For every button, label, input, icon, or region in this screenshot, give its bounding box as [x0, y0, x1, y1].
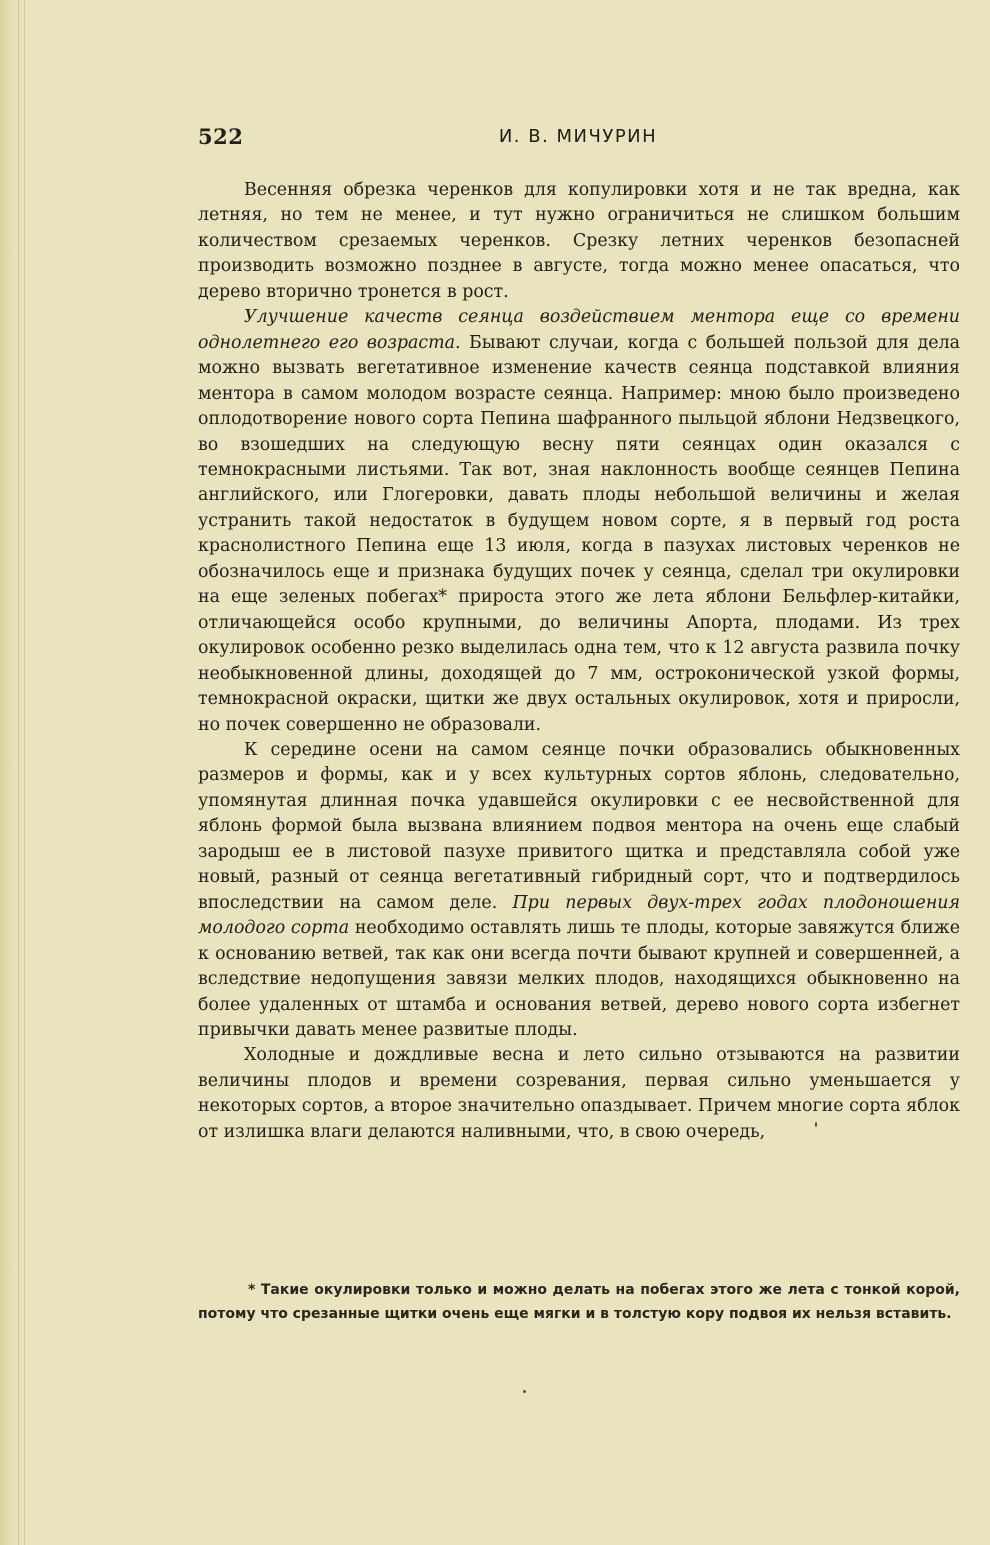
- italic-heading: Улучшение качеств сеянца воздействием ментора еще со времени однолетнего его возраста.: [198, 307, 960, 353]
- speck-mark: [815, 1122, 817, 1127]
- page-edge-line: [24, 0, 25, 1545]
- italic-phrase: При первых двух-трех годах плодоношения молодого сорта: [198, 892, 960, 939]
- running-title: И. В. МИЧУРИН: [498, 126, 658, 147]
- page-header: [198, 124, 958, 160]
- footnote: * Такие окулировки только и можно делать на побегах этого же лета с тонкой корой, потому что срезанные щитки очень еще мягки и в толстую кору подвоя их нельзя вставить.: [198, 1282, 960, 1322]
- page-edge: [0, 0, 19, 1545]
- paragraph-2: [198, 305, 960, 738]
- page-number: 522: [198, 124, 244, 149]
- paragraph-3-start: К середине осени на самом сеянце почки образовались обыкновенных размеров и формы, как и у всех культурных сортов яблонь, следовательно, упомянутая длинная почка удавшейся окулировки с ее несвойственной для яблонь формой была вызвана влиянием подвоя ментора на очень еще слабый зародыш ее в листовой пазухе привитого щитка и представляла собой уже новый, разный от сеянца вегетативный гибридный сорт, что и подтвердилось впоследствии на самом деле.: [198, 739, 960, 913]
- paragraph-2-text: Бывают случаи, когда с большей пользой для дела можно вызвать вегетативное изменение качеств сеянца подставкой влияния ментора в самом молодом возрасте сеянца. Например: мною было произведено оплодотворение нового сорта Пепина шафранного пыльцой яблони Недзвецкого, во взошедших на следующую весну пяти сеянцах один оказался с темнокрасными листьями. Так вот, зная наклонность вообще сеянцев Пепина английского, или Глогеровки, давать плоды небольшой величины и желая устранить такой недостаток в будущем новом сорте, я в первый год роста краснолистного Пепина еще 13 июля, когда в пазухах листовых черенков не обозначилось еще и признака будущих почек у сеянца, сделал три окулировки на еще зеленых побегах* прироста этого же лета яблони Бельфлер-китайки, отличающейся особо крупными, до величины Апорта, плодами. Из трех окулировок особенно резко выделилась одна тем, что к 12 августа развила почку необыкновенной длины, доходящей до 7 мм, остроконической узкой формы, темнокрасной окраски, щитки же двух остальных окулировок, хотя и приросли, но почек совершенно не образовали.: [198, 332, 960, 735]
- paragraph-3-end: необходимо оставлять лишь те плоды, которые завяжутся ближе к основанию ветвей, так как они всегда почти бывают крупней и совершенней, а вследствие недопущения завязи мелких плодов, находящихся обыкновенно на более удаленных от штамба и основания ветвей, дерево нового сорта избегнет привычки давать менее развитые плоды.: [198, 918, 960, 1040]
- body-text: [198, 178, 960, 1145]
- paragraph-4: Холодные и дождливые весна и лето сильно отзываются на развитии величины плодов и времени созревания, первая сильно уменьшается у некоторых сортов, а второе значительно опаздывает. Причем многие сорта яблок от излишка влаги делаются наливными, что, в свою очередь,: [198, 1045, 960, 1142]
- paragraph-1: Весенняя обрезка черенков для копулировки хотя и не так вредна, как летняя, но тем не менее, и тут нужно ограничиться не слишком большим количеством срезаемых черенков. Срезку летних черенков безопасней производить возможно позднее в августе, тогда можно менее опасаться, что дерево вторично тронется в рост.: [198, 180, 960, 302]
- paragraph-3: [198, 738, 960, 1043]
- speck-mark: [523, 1390, 526, 1393]
